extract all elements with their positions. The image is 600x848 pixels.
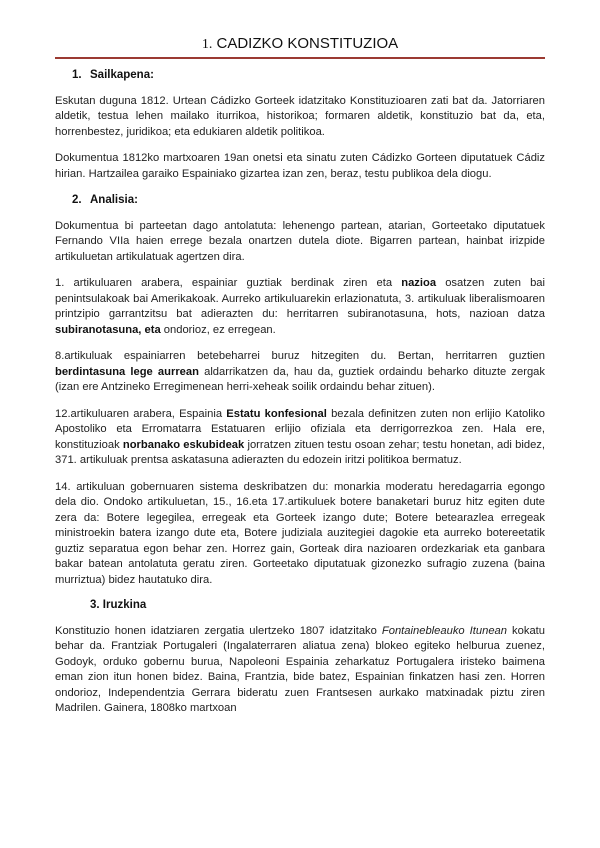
bold-term: norbanako eskubideak bbox=[122, 438, 245, 451]
paragraph: Konstituzio honen idatziaren zergatia ulertzeko 1807 idatzitako Fontainebleauko Itunean kokatu behar da. Frantziak Portugaleri (Ingalaterraren aliatua zena) blokeo egiteko helburua zuenez, Godoyk, orduko gobernu burua, Napoleoni Espainia zeharkatuz Portugalera iristeko baimena eman zion itun honen bidez. Baina, Frantzia, bide batez, Espainian finkatzen hasi zen. Horren ondorioz, Independentzia Gerrara bideratu zuen Frantsesen aurkako matxinadak piztu ziren Madrilen. Gainera, 1808ko martxoan bbox=[55, 624, 545, 714]
document-title bbox=[55, 34, 545, 55]
paragraph: 8.artikuluak espainiarren betebeharrei buruz hitzegiten du. Bertan, herritarren guztien berdintasuna lege aurrean aldarrikatzen da, hau da, guztiek ordaindu beharko dituzte zergak (izan ere Antzineko Erregimenean herri-xeheak soilik ordaindu behar zituen). bbox=[55, 350, 545, 393]
bold-term: nazioa bbox=[401, 277, 437, 289]
paragraph: 12.artikuluaren arabera, Espainia Estatu konfesional bezala definitzen zuten non erlijio Katoliko Apostoliko eta Erromatarra Estatuaren erlijio ofiziala eta derrigorrezkoa zen. Hala ere, konstituzioak norbanako eskubideak jorratzen zituen testu osoan zehar; testu honetan, adi bidez, 371. artikuluak prentsa askatasuna adierazten du edozein iritzi politikoa bermatuz. bbox=[55, 407, 545, 466]
paragraph: 1. artikuluaren arabera, espainiar guztiak berdinak ziren eta nazioa osatzen zuten bai penintsulakoak bai Amerikakoak. Aurreko artikuluarekin erlazionatuta, 3. artikuluak liberalismoaren printzipio garrantzitsu bat adierazten du: herritarren subiranotasuna, hots, nazioan datza subiranotasuna, eta ondorioz, ez erregean. bbox=[55, 277, 545, 336]
paragraph: Dokumentua bi parteetan dago antolatuta: lehenengo partean, atarian, Gorteetako diputatuek Fernando VIIa haien errege bezala onartzen dutela diote. Bigarren partean, hainbat irizpide artikuluetan artikulatuak agertzen dira. bbox=[55, 219, 545, 263]
section-heading-analisia: 2. Analisia: bbox=[72, 194, 138, 206]
title-number: 1. bbox=[201, 37, 213, 52]
section-heading-iruzkina: 3. Iruzkina bbox=[90, 599, 147, 611]
paragraph: 14. artikuluan gobernuaren sistema deskribatzen du: monarkia moderatu heredagarria egongo dela dio. Ondoko artikuluetan, 15., 16.eta 17.artikuluek botere banaketari buruz hitz egiten dute zera da: Botere legegilea, erregeak eta Gorteek izango dute; Botere betearazlea erregeak ministroekin batera izango dute eta, Botere judiziala auzitegiei dagokie eta aurreko botereetatik guztiz separatua egon behar zen. Horrez gain, Gorteak dira nazioaren ordezkariak eta ganbara bakar batean antolatuta geratu ziren. Gorteetako diputatuak gizonezko sufragio zuzena (baina murriztua) bidez hautatuko dira. bbox=[55, 480, 545, 586]
bold-term: Estatu konfesional bbox=[226, 407, 327, 420]
paragraph: Eskutan duguna 1812. Urtean Cádizko Gorteek idatzitako Konstituzioaren zati bat da. Jatorriaren aldetik, testua lehen mailako iturrikoa, historikoa; formaren aldetik, konstituzio bat da, eta, horrenbestez, juridikoa; eta edukiaren aldetik politikoa. bbox=[55, 94, 545, 138]
section-heading-sailkapena: 1. Sailkapena: bbox=[72, 69, 154, 81]
document-body bbox=[55, 68, 545, 728]
paragraph: Dokumentua 1812ko martxoaren 19an onetsi eta sinatu zuten Cádizko Gorteen diputatuek Cádiz hirian. Hartzailea garaiko Espainiako gizartea izan zen, beraz, testu publikoa dela diogu. bbox=[55, 152, 545, 180]
bold-term: subiranotasuna, eta bbox=[55, 323, 161, 336]
title-text: CADIZKO KONSTITUZIOA bbox=[216, 35, 399, 52]
title-divider bbox=[55, 57, 545, 59]
bold-term: berdintasuna lege aurrean bbox=[55, 365, 199, 378]
italic-term: Fontainebleauko Itunean bbox=[381, 624, 507, 637]
